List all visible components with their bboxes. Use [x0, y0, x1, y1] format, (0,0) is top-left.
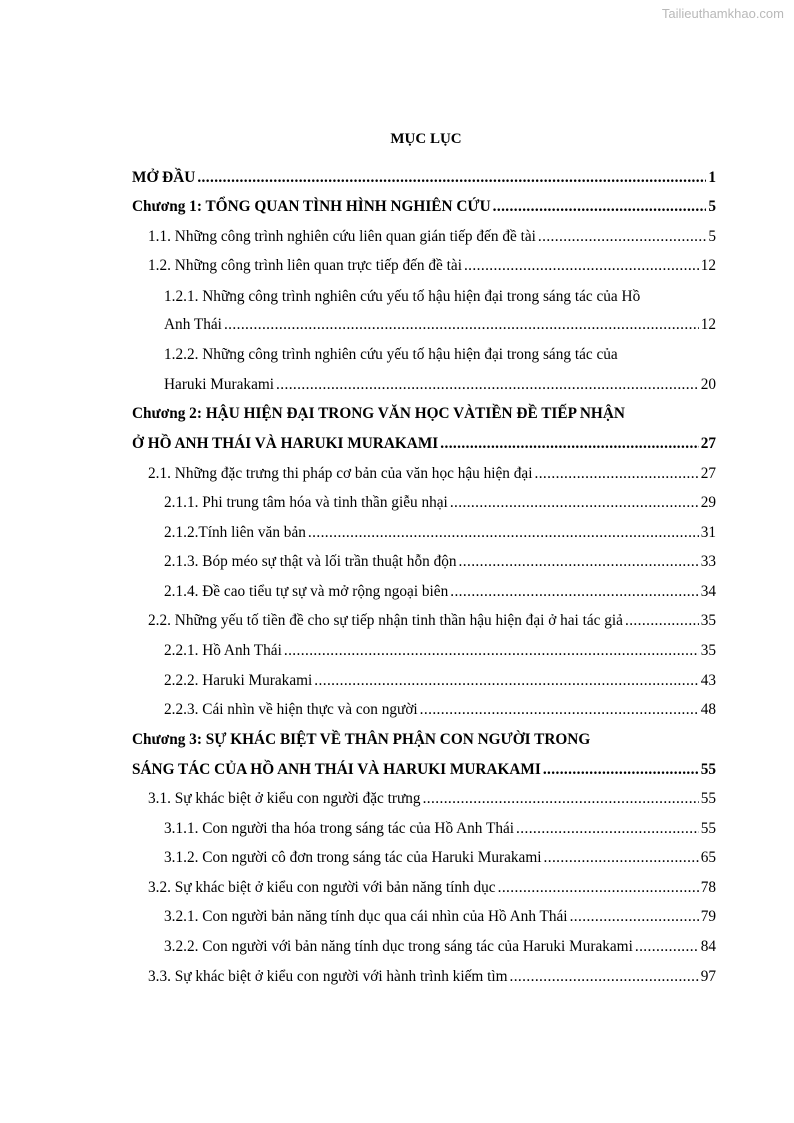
- page-title: MỤC LỤC: [390, 131, 462, 147]
- toc-entry-3-1[interactable]: [148, 789, 716, 809]
- toc-leader: [543, 760, 699, 780]
- toc-leader: [284, 641, 699, 661]
- toc-entry-label: Haruki Murakami: [164, 376, 275, 393]
- toc-leader: [516, 819, 699, 839]
- toc-entry-2-2-3[interactable]: [164, 700, 716, 720]
- toc-leader: [420, 700, 699, 720]
- toc-entry-label: MỞ ĐẦU: [132, 169, 196, 186]
- toc-entry-page: 12: [700, 257, 716, 274]
- toc-entry-2-1-4[interactable]: [164, 582, 716, 602]
- toc-entry-chapter-2[interactable]: [132, 434, 716, 454]
- toc-leader: [450, 582, 698, 602]
- toc-entry-page: 55: [700, 790, 716, 807]
- toc-entry-label: 3.1.2. Con người cô đơn trong sáng tác của Haruki Murakami: [164, 849, 542, 866]
- toc-entry-label: 3.3. Sự khác biệt ở kiểu con người với hành trình kiếm tìm: [148, 968, 508, 985]
- toc-entry-page: 79: [700, 908, 716, 925]
- toc-entry-page: 65: [700, 849, 716, 866]
- toc-entry-page: 27: [700, 465, 716, 482]
- toc-leader: [635, 937, 699, 957]
- toc-entry-3-2-2[interactable]: [164, 937, 716, 957]
- toc-leader: [459, 552, 699, 572]
- toc-leader: [440, 434, 698, 454]
- toc-entry-label: 3.2.1. Con người bản năng tính dục qua cái nhìn của Hồ Anh Thái: [164, 908, 568, 925]
- toc-entry-page: 27: [700, 435, 716, 452]
- toc-entry-label: 2.2.1. Hồ Anh Thái: [164, 642, 282, 659]
- toc-entry-chapter-1[interactable]: [132, 197, 716, 217]
- toc-entry-chapter-3[interactable]: [132, 760, 716, 780]
- toc-leader: [498, 878, 699, 898]
- toc-entry-page: 55: [700, 761, 716, 778]
- toc-entry-label: 3.2. Sự khác biệt ở kiểu con người với bản năng tính dục: [148, 879, 496, 896]
- toc-leader: [308, 523, 699, 543]
- toc-entry-label: 1.2. Những công trình liên quan trực tiếp đến đề tài: [148, 257, 462, 274]
- toc-entry-page: 1: [708, 169, 716, 186]
- toc-leader: [544, 848, 699, 868]
- toc-leader: [276, 375, 699, 395]
- toc-entry-page: 29: [700, 494, 716, 511]
- toc-entry-page: 84: [700, 938, 716, 955]
- toc-entry-mo-dau[interactable]: [132, 168, 716, 188]
- toc-entry-page: 5: [708, 228, 716, 245]
- toc-entry-label: 3.2.2. Con người với bản năng tính dục trong sáng tác của Haruki Murakami: [164, 938, 633, 955]
- toc-leader: [224, 315, 699, 335]
- toc-leader: [314, 671, 698, 691]
- toc-entry-1-2-1[interactable]: [164, 315, 716, 335]
- toc-entry-1-1[interactable]: [148, 227, 716, 247]
- toc-entry-label: 2.1.2.Tính liên văn bản: [164, 524, 306, 541]
- toc-entry-page: 35: [700, 642, 716, 659]
- toc-leader: [450, 493, 699, 513]
- toc-entry-2-2-1[interactable]: [164, 641, 716, 661]
- toc-entry-page: 35: [700, 612, 716, 629]
- toc-entry-page: 31: [700, 524, 716, 541]
- toc-entry-label: SÁNG TÁC CỦA HỒ ANH THÁI VÀ HARUKI MURAKAMI: [132, 761, 541, 778]
- toc-entry-label: 3.1. Sự khác biệt ở kiểu con người đặc trưng: [148, 790, 421, 807]
- toc-entry-2-2-2[interactable]: [164, 671, 716, 691]
- toc-entry-label: 2.2. Những yếu tố tiền đề cho sự tiếp nhận tinh thần hậu hiện đại ở hai tác giả: [148, 612, 623, 629]
- toc-entry-chapter-2-line1: Chương 2: HẬU HIỆN ĐẠI TRONG VĂN HỌC VÀTIỀN ĐỀ TIẾP NHẬN: [132, 405, 625, 422]
- toc-entry-label: Anh Thái: [164, 316, 222, 333]
- toc-entry-1-2-2[interactable]: [164, 375, 716, 395]
- toc-entry-label: 2.1.3. Bóp méo sự thật và lối trần thuật hỗn độn: [164, 553, 457, 570]
- toc-entry-3-1-1[interactable]: [164, 819, 716, 839]
- toc-entry-page: 12: [700, 316, 716, 333]
- toc-entry-page: 55: [700, 820, 716, 837]
- toc-entry-2-1-3[interactable]: [164, 552, 716, 572]
- toc-entry-label: 1.1. Những công trình nghiên cứu liên quan gián tiếp đến đề tài: [148, 228, 536, 245]
- toc-entry-page: 48: [700, 701, 716, 718]
- toc-entry-label: Chương 1: TỔNG QUAN TÌNH HÌNH NGHIÊN CỨU: [132, 198, 491, 215]
- toc-leader: [625, 611, 699, 631]
- toc-leader: [493, 197, 707, 217]
- toc-entry-3-1-2[interactable]: [164, 848, 716, 868]
- toc-entry-label: 3.1.1. Con người tha hóa trong sáng tác của Hồ Anh Thái: [164, 820, 515, 837]
- toc-entry-2-2[interactable]: [148, 611, 716, 631]
- toc-entry-3-2-1[interactable]: [164, 907, 716, 927]
- toc-leader: [538, 227, 706, 247]
- toc-entry-label: 2.1. Những đặc trưng thi pháp cơ bản của văn học hậu hiện đại: [148, 465, 533, 482]
- toc-leader: [509, 967, 698, 987]
- toc-entry-page: 20: [700, 376, 716, 393]
- toc-entry-3-3[interactable]: [148, 967, 716, 987]
- toc-entry-page: 5: [708, 198, 716, 215]
- toc-entry-2-1[interactable]: [148, 464, 716, 484]
- watermark-text: Tailieuthamkhao.com: [661, 6, 784, 21]
- toc-leader: [197, 168, 706, 188]
- toc-entry-label: 2.1.4. Đề cao tiểu tự sự và mở rộng ngoại biên: [164, 583, 449, 600]
- toc-entry-label: 2.1.1. Phi trung tâm hóa và tinh thần giễu nhại: [164, 494, 448, 511]
- toc-entry-label: 2.2.3. Cái nhìn về hiện thực và con người: [164, 701, 418, 718]
- toc-entry-page: 43: [700, 672, 716, 689]
- toc-entry-1-2[interactable]: [148, 256, 716, 276]
- toc-entry-page: 78: [700, 879, 716, 896]
- toc-leader: [534, 464, 698, 484]
- toc-entry-label: Ở HỒ ANH THÁI VÀ HARUKI MURAKAMI: [132, 435, 439, 452]
- toc-entry-2-1-2[interactable]: [164, 523, 716, 543]
- toc-entry-page: 97: [700, 968, 716, 985]
- toc-entry-1-2-2-line1: 1.2.2. Những công trình nghiên cứu yếu tố hậu hiện đại trong sáng tác của: [164, 346, 618, 363]
- toc-entry-chapter-3-line1: Chương 3: SỰ KHÁC BIỆT VỀ THÂN PHẬN CON NGƯỜI TRONG: [132, 731, 591, 748]
- toc-entry-3-2[interactable]: [148, 878, 716, 898]
- toc-leader: [570, 907, 699, 927]
- toc-leader: [464, 256, 699, 276]
- toc-entry-1-2-1-line1: 1.2.1. Những công trình nghiên cứu yếu tố hậu hiện đại trong sáng tác của Hồ: [164, 288, 641, 305]
- toc-entry-page: 33: [700, 553, 716, 570]
- toc-entry-2-1-1[interactable]: [164, 493, 716, 513]
- toc-entry-page: 34: [700, 583, 716, 600]
- toc-entry-label: 2.2.2. Haruki Murakami: [164, 672, 313, 689]
- toc-leader: [423, 789, 699, 809]
